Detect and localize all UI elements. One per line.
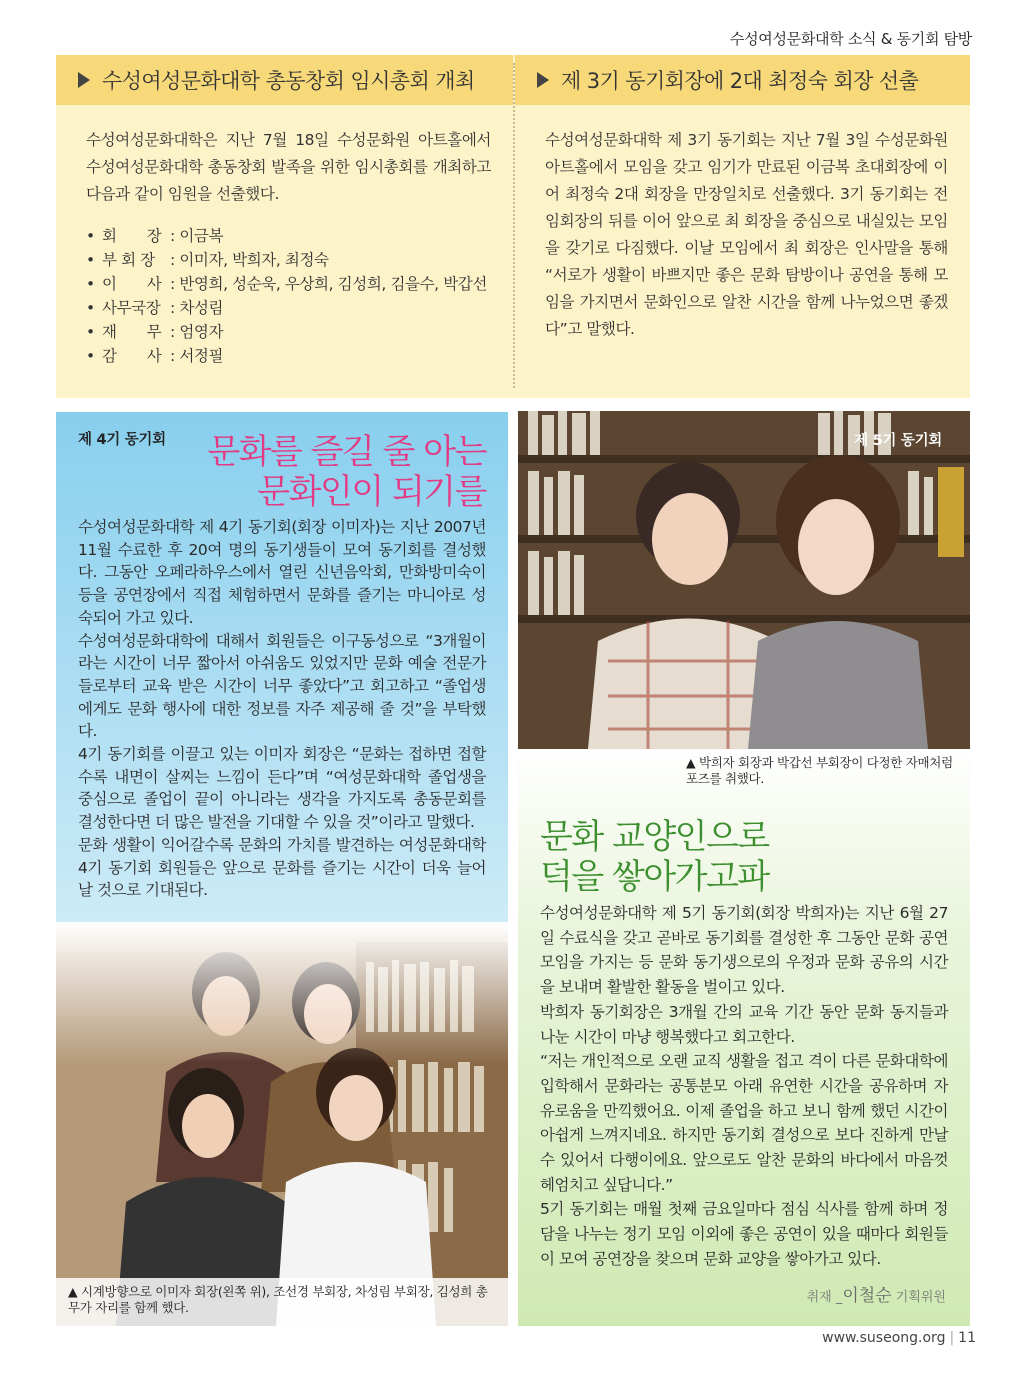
bullet-icon: • [86, 347, 95, 365]
notice-paragraph: 수성여성문화대학 제 3기 동기회는 지난 7월 3일 수성문화원 아트홀에서 모임을 갖고 임기가 만료된 이금복 초대회장에 이어 최정숙 2대 회장을 만장일치로 선출했다. 3기 동기회는 전 임회장의 뒤를 이어 앞으로 최 회장을 중심으로 내실있는 모임을 갖기로 다짐했다. 이날 모임에서 최 회장은 인사말을 통해 “서로가 생활이 바쁘지만 좋은 문화 탐방이나 공연을 통해 모임을 가지면서 문화인으로 알찬 시간을 함께 나누었으면 좋겠다”고 말했다. [545, 131, 948, 338]
officer-names: : 반영희, 성순욱, 우상희, 김성희, 김을수, 박갑선 [170, 275, 487, 293]
article-5th-class [518, 749, 970, 1326]
officer-item [86, 296, 491, 320]
article-paragraph: 박희자 동기회장은 3개월 간의 교육 기간 동안 문화 동지들과 나눈 시간이 마냥 행복했다고 회고한다. [540, 1002, 948, 1046]
officer-item [86, 320, 491, 344]
article-paragraph: “저는 개인적으로 오랜 교직 생활을 접고 격이 다른 문화대학에 입학해서 문화라는 공통분모 아래 유연한 시간을 공유하며 자유로움을 만끽했어요. 이제 졸업을 하고 보니 함께 했던 시간이 아쉽게 느껴지네요. 하지만 동기회 결성으로 보다 진하게 만날 수 있어서 다행이에요. 앞으로도 알찬 문화의 바다에서 마음껏 헤엄치고 싶답니다.” [540, 1052, 948, 1194]
officer-names: : 이미자, 박희자, 최정숙 [170, 251, 329, 269]
triangle-bullet-icon [537, 72, 549, 88]
bullet-icon: • [86, 299, 95, 317]
officer-role: 이 사 [102, 275, 162, 293]
article-paragraph: 수성여성문화대학에 대해서 회원들은 이구동성으로 “3개월이라는 시간이 너무 짧아서 아쉬움도 있었지만 문화 예술 전문가들로부터 교육 받은 시간이 너무 좋았다”고 회고하고 “졸업생에게도 문화 행사에 대한 정보를 자주 제공해 줄 것”을 부탁했다. [78, 631, 486, 741]
bullet-icon: • [86, 275, 95, 293]
article-title-line: 문화 교양인으로 [540, 817, 769, 857]
byline-suffix: 기획위원 [891, 1290, 946, 1305]
bullet-icon: • [86, 251, 95, 269]
officer-role: 사무국장 [102, 299, 161, 317]
notice-body [515, 105, 970, 343]
bullet-icon: • [86, 323, 95, 341]
photo-caption: ▲ 박희자 회장과 박갑선 부회장이 다정한 자매처럼 포즈를 취했다. [686, 755, 953, 786]
officer-names: : 서정필 [170, 347, 224, 365]
officer-names: : 이금복 [170, 227, 224, 245]
officer-list [86, 224, 491, 368]
officer-role: 부 회 장 [102, 251, 155, 269]
officer-role: 재 무 [102, 323, 162, 341]
notice-general-assembly [56, 55, 513, 368]
notice-box [56, 55, 970, 398]
article-paragraph: 5기 동기회는 매월 첫째 금요일마다 점심 식사를 함께 하며 정담을 나누는 정기 모임 이외에 좋은 공연이 있을 때마다 회원들이 모여 공연장을 찾으며 문화 교양을 쌓아가고 있다. [540, 1200, 948, 1268]
article-paragraph: 수성여성문화대학 제 5기 동기회(회장 박희자)는 지난 6월 27일 수료식을 갖고 곧바로 동기회를 결성한 후 그동안 문화 공연 모임을 가지는 등 문화 동기생으로의 우정과 문화 공유의 시간을 보내며 활발한 활동을 벌이고 있다. [540, 904, 948, 997]
section-label: 제 5기 동기회 [854, 433, 942, 449]
byline-name: 이철순 [842, 1286, 892, 1306]
byline [807, 1281, 946, 1306]
article-title [207, 432, 486, 512]
notice-heading-text: 제 3기 동기회장에 2대 최정숙 회장 선출 [561, 69, 919, 93]
running-head: 수성여성문화대학 소식 & 동기회 탐방 [729, 30, 972, 48]
notice-heading [56, 55, 513, 105]
photo-caption: ▲ 시계방향으로 이미자 회장(왼쪽 위), 조선경 부회장, 차성림 부회장, 김성희 총무가 자리를 함께 했다. [68, 1284, 488, 1315]
triangle-bullet-icon [78, 72, 90, 88]
website-link[interactable]: www.suseong.org [822, 1330, 946, 1346]
article-title-line: 덕을 쌓아가고파 [540, 857, 769, 897]
bookshelf-photo-illustration [518, 411, 970, 749]
notice-3rd-president [515, 55, 970, 343]
group-photo-4th-class [56, 922, 508, 1326]
notice-paragraph: 수성여성문화대학은 지난 7월 18일 수성문화원 아트홀에서 수성여성문화대학 총동창회 발족을 위한 임시총회를 개최하고 다음과 같이 임원을 선출했다. [86, 131, 491, 203]
article-title-line: 문화인이 되기를 [257, 472, 486, 512]
officer-names: : 차성림 [170, 299, 224, 317]
section-label: 제 4기 동기회 [78, 432, 166, 448]
duo-photo-5th-class [518, 411, 970, 749]
article-body [540, 901, 948, 1272]
officer-names: : 엄영자 [170, 323, 224, 341]
officer-item [86, 224, 491, 248]
page-footer: www.suseong.org | 11 [822, 1330, 976, 1346]
article-body [78, 516, 486, 902]
article-title-line: 문화를 즐길 줄 아는 [207, 432, 486, 472]
notice-heading-text: 수성여성문화대학 총동창회 임시총회 개최 [102, 69, 475, 93]
page-number: 11 [958, 1330, 976, 1346]
officer-role: 회 장 [102, 227, 162, 245]
bookshelf-photo-illustration [56, 922, 508, 1326]
officer-role: 감 사 [102, 347, 162, 365]
bullet-icon: • [86, 227, 95, 245]
byline-prefix: 취재 _ [806, 1290, 843, 1305]
article-paragraph: 4기 동기회를 이끌고 있는 이미자 회장은 “문화는 접하면 접할수록 내면이 살찌는 느낌이 든다”며 “여성문화대학 졸업생을 중심으로 졸업이 끝이 아니라는 생각을 가지도록 총동문회를 결성한다면 더 많은 발전을 기대할 수 있을 것”이라고 말했다. [78, 745, 486, 832]
article-title [540, 817, 769, 897]
article-paragraph: 문화 생활이 익어갈수록 문화의 가치를 발견하는 여성문화대학 4기 동기회 회원들은 앞으로 문화를 즐기는 시간이 더욱 늘어날 것으로 기대된다. [78, 835, 486, 900]
notice-body [56, 105, 513, 368]
officer-item [86, 272, 491, 296]
article-paragraph: 수성여성문화대학 제 4기 동기회(회장 이미자)는 지난 2007년 11월 수료한 후 20여 명의 동기생들이 모여 동기회를 결성했다. 그동안 오페라하우스에서 열린 신년음악회, 만화방미숙이 등을 공연장에서 직접 체험하면서 문화를 즐기는 마니아로 성숙되어 가고 있다. [78, 518, 486, 627]
officer-item [86, 248, 491, 272]
notice-heading [515, 55, 970, 105]
officer-item [86, 344, 491, 368]
